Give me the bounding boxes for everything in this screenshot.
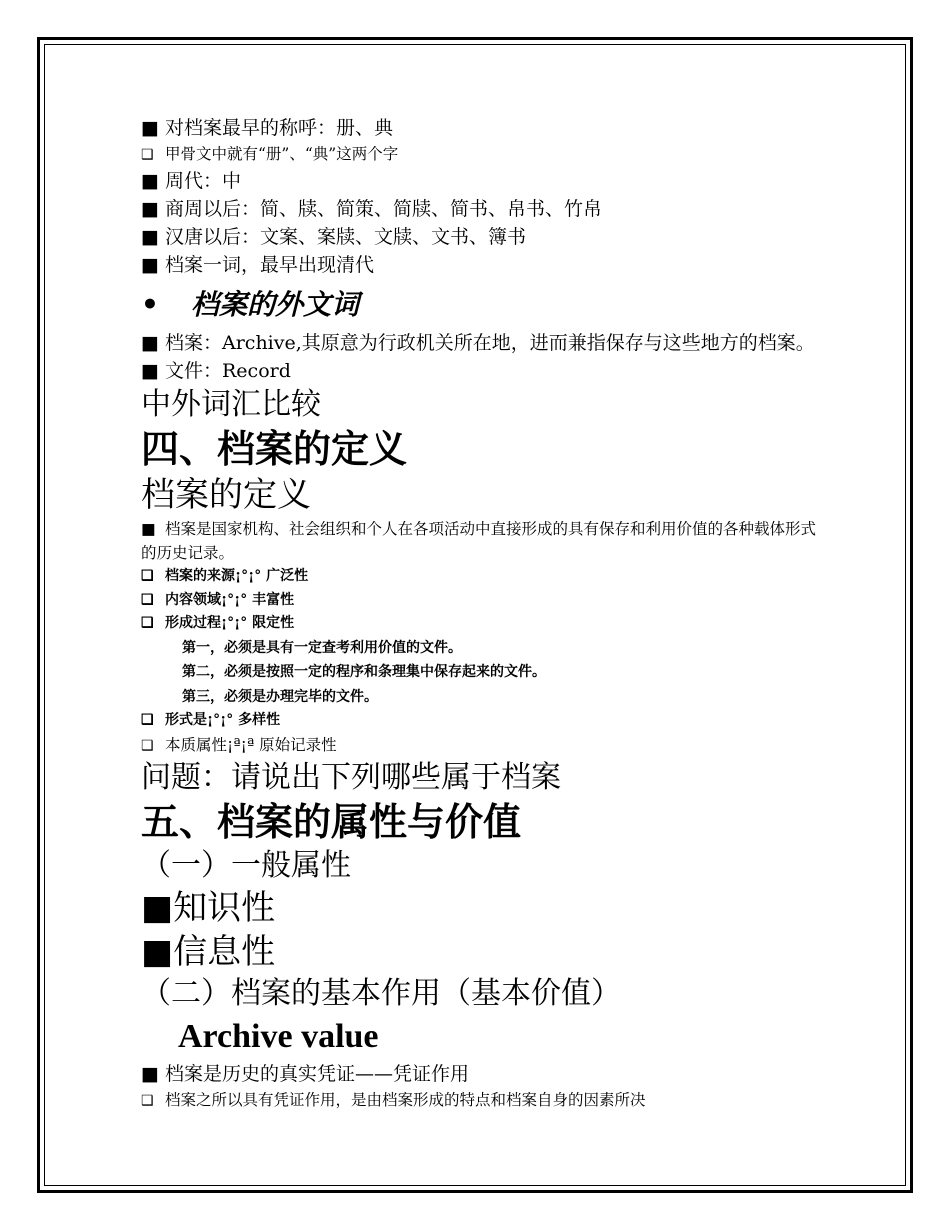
- slide-title: 档案的定义: [141, 475, 311, 515]
- chapter-heading: 四、档案的定义: [141, 427, 408, 471]
- filled-square-bullet-icon: ■: [141, 117, 159, 139]
- chapter-heading: 五、档案的属性与价值: [141, 799, 522, 844]
- list-item: ❑ 内容领域¡°¡° 丰富性: [141, 589, 821, 613]
- section-heading: • 档案的外文词: [141, 281, 821, 329]
- hollow-square-bullet-icon: ❑: [141, 568, 154, 584]
- dot-bullet-icon: •: [141, 288, 159, 321]
- list-item: ■ 汉唐以后：文案、案牍、文牍、文书、簿书: [141, 223, 821, 251]
- filled-square-bullet-icon: ■: [141, 198, 159, 220]
- subsection-heading: （一）一般属性: [141, 847, 351, 883]
- filled-square-bullet-icon: ■: [141, 887, 174, 928]
- slide-title: 中外词汇比较: [141, 387, 321, 422]
- list-item: ■ 文件：Record: [141, 357, 821, 385]
- list-item: ■知识性: [141, 887, 276, 928]
- list-item: ■ 对档案最早的称呼：册、典: [141, 114, 821, 142]
- list-item: ❑ 甲骨文中就有“册”、“典”这两个字: [141, 142, 821, 167]
- subsection-heading: （二）档案的基本作用（基本价值）: [141, 975, 621, 1011]
- list-item: ■ 档案是国家机构、社会组织和个人在各项活动中直接形成的具有保存和利用价值的各种载体形式的历史记录。: [141, 517, 821, 565]
- slide-title: 问题：请说出下列哪些属于档案: [141, 759, 561, 795]
- english-heading: Archive value: [178, 1017, 379, 1055]
- hollow-square-bullet-icon: ❑: [141, 591, 154, 608]
- filled-square-bullet-icon: ■: [141, 520, 156, 538]
- list-item: ❑ 档案的来源¡°¡° 广泛性: [141, 565, 821, 589]
- list-item: ❑ 本质属性¡ª¡ª 原始记录性: [141, 733, 821, 758]
- hollow-square-bullet-icon: ❑: [141, 147, 154, 163]
- document-body: [141, 114, 821, 1113]
- list-item: ❑ 形成过程¡°¡° 限定性: [141, 612, 821, 636]
- filled-square-bullet-icon: ■: [141, 226, 159, 248]
- filled-square-bullet-icon: ■: [141, 332, 159, 354]
- list-item: ■ 档案是历史的真实凭证——凭证作用: [141, 1060, 821, 1088]
- hollow-square-bullet-icon: ❑: [141, 737, 154, 754]
- sub-item: 第三，必须是办理完毕的文件。: [182, 688, 378, 705]
- filled-square-bullet-icon: ■: [141, 170, 159, 192]
- filled-square-bullet-icon: ■: [141, 254, 159, 276]
- hollow-square-bullet-icon: ❑: [141, 1092, 154, 1109]
- list-item: ❑ 形式是¡°¡° 多样性: [141, 709, 821, 733]
- sub-item: 第一，必须是具有一定查考利用价值的文件。: [182, 639, 462, 656]
- filled-square-bullet-icon: ■: [141, 931, 174, 972]
- list-item: ❑ 档案之所以具有凭证作用，是由档案形成的特点和档案自身的因素所决: [141, 1088, 821, 1113]
- hollow-square-bullet-icon: ❑: [141, 615, 154, 631]
- hollow-square-bullet-icon: ❑: [141, 712, 154, 728]
- sub-item: 第二，必须是按照一定的程序和条理集中保存起来的文件。: [182, 664, 546, 680]
- list-item: ■ 档案：Archive,其原意为行政机关所在地，进而兼指保存与这些地方的档案。: [141, 329, 821, 357]
- list-item: ■信息性: [141, 931, 276, 972]
- list-item: ■ 周代：中: [141, 167, 821, 195]
- filled-square-bullet-icon: ■: [141, 360, 159, 382]
- list-item: ■ 档案一词，最早出现清代: [141, 251, 821, 279]
- list-item: ■ 商周以后：简、牍、简策、简牍、简书、帛书、竹帛: [141, 195, 821, 223]
- filled-square-bullet-icon: ■: [141, 1062, 159, 1085]
